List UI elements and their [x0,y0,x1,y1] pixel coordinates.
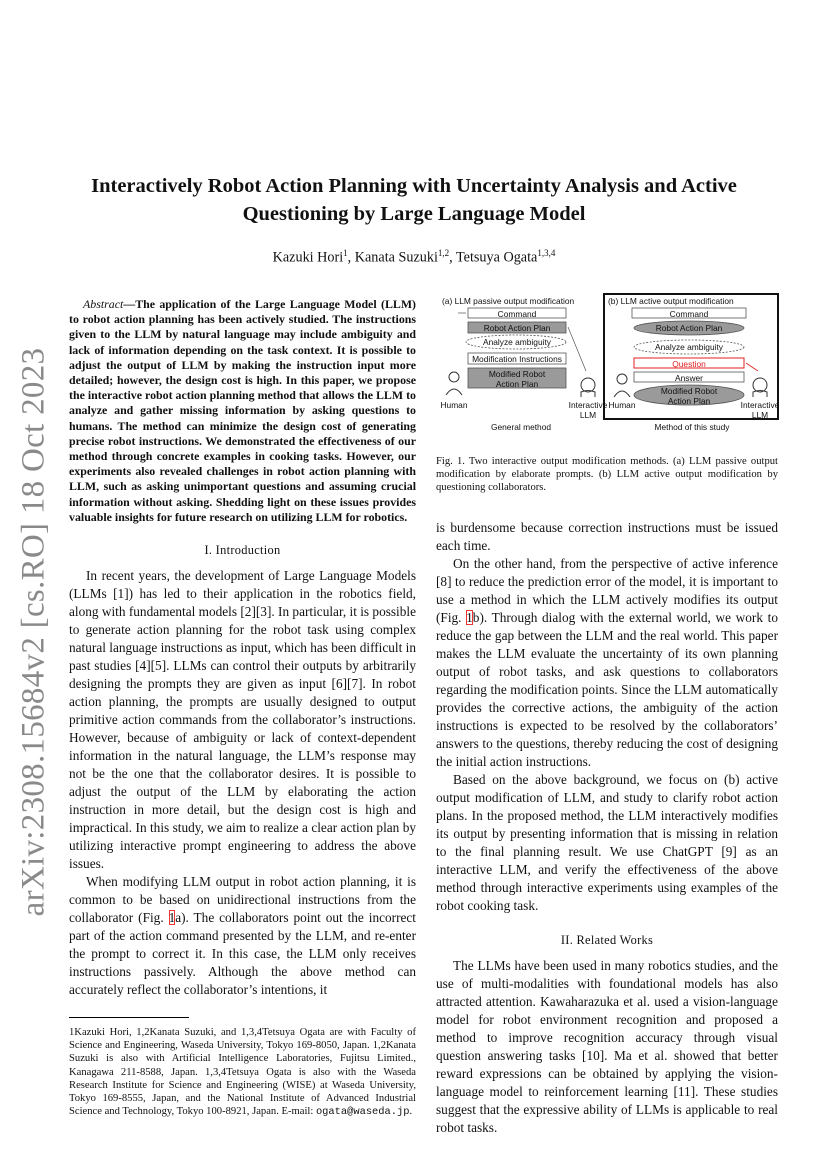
right-column [436,519,778,1137]
right-p2-text-a: On the other hand, from the perspective of active inference [8] to reduce the prediction error of the model, it is important to use a method in which the LLM actively modifies its output (Fig. [436,556,778,625]
b-arrow [746,363,758,371]
author-list [80,248,748,267]
figure-ref-link[interactable]: 1 [466,610,473,625]
paper-title: Interactively Robot Action Planning with Uncertainty Analysis and Active Questioning by Large Language Model [91,175,737,225]
a-command-label: Command [497,309,537,319]
abstract-text: The application of the Large Language Model (LLM) to robot action planning has been actively studied. The instructions given to the LLM by natural language may include ambiguity and lack of information depending on the task context. It is possible to adjust the output of LLM by making the instruction input more detailed; however, the design cost is high. In this paper, we propose the interactive robot action planning method that allows the LLM to analyze and gather missing information by asking questions to humans. The method can minimize the design cost of generating precise robot instructions. We demonstrated the effectiveness of our method through concrete examples in cooking tasks. However, our experiments also revealed challenges in robot action planning with LLM, such as asking unimportant questions and assuming crucial information without asking. Shedding light on these issues provides valuable insights for future research on utilizing LLM for robotics. [69,297,416,524]
arxiv-sidebar [14,332,54,932]
abstract [69,297,416,525]
human-icon [617,374,627,384]
human-icon [446,389,462,395]
b-command-label: Command [669,309,709,319]
llm-head-icon [581,391,595,398]
intro-p2-text-b: a). The collaborators point out the incorrect part of the action command presented by the LLM, and re-enter the prompt to correct it. In this case, the LLM only receives instructions passively. Although the above method can accurately reflect the collaborator’s intentions, it [69,910,416,998]
right-paragraph-1: is burdensome because correction instructions must be issued each time. [436,520,778,553]
author-sep: , [449,249,456,266]
abstract-dash: — [123,297,136,311]
a-arrow [568,327,586,371]
a-analyze-label: Analyze ambiguity [483,337,551,347]
email-address[interactable]: ogata@waseda.jp [315,1106,410,1119]
intro-paragraph-1: In recent years, the development of Large Language Models (LLMs [1]) has led to their application in the robotics field, along with fundamental models [2][3]. In particular, it is possible to generate action planning for the robot task using complex natural language instructions as input, which has been difficult in past studies [4][5]. LLMs can control their outputs by arbitrarily designing the prompts they are given as input [6][7]. In robot action planning, the prompts are usually designed to output primitive action commands from the collaborator’s instructions. However, because of ambiguity or lack of context-dependent information in the natural language, the LLM’s response may not be the one that the collaborator desires. It is possible to adjust the output of the LLM by elaborating the action instruction in more detail, but the design cost is high and impractical. In this study, we aim to realize a clear action plan by utilizing interactive prompt engineering to address the above issues. [69,568,416,872]
panel-b-title: (b) LLM active output modification [608,296,734,306]
right-paragraph-3: Based on the above background, we focus on (b) active output modification of LLM, and study to clarify robot action plans. In the proposed method, the LLM interactively modifies its output by presenting information that is missing in relation to the final planning result. We use ChatGPT [9] as an interactive LLM, and verify the effectiveness of the above method through interactive experiments using examples of the robot cooking task. [436,772,778,913]
footnote-rule [69,1017,189,1018]
llm-head-icon [753,378,767,392]
author-name: Kanata Suzuki [354,249,438,266]
figure-ref-link[interactable]: 1 [168,910,176,926]
author-name: Kazuki Hori [272,249,344,266]
b-modified-label: Modified Robot Action Plan [660,386,718,406]
author-name: Tetsuya Ogata [456,249,538,266]
arxiv-id: arXiv:2308.15684v2 [cs.RO] 18 Oct 2023 [15,347,52,917]
a-plan-label: Robot Action Plan [483,323,551,333]
left-column [69,297,416,1119]
footnote-text: 1Kazuki Hori, 1,2Kanata Suzuki, and 1,3,4Tetsuya Ogata are with Faculty of Science and Engineering, Waseda University, Tokyo 169-8050, Japan. 1,2Kanata Suzuki is also with Artificial Intelligence Laboratories, Fujitsu Limited., Kanagawa 211-8588, Japan. 1,3,4Tetsuya Ogata is also with the Waseda Research Institute for Science and Engineering (WISE) at Waseda University, Tokyo 169-8555, Japan, and the National Institute of Advanced Industrial Science and Technology, Tokyo 100-8921, Japan. E-mail: [69,1027,416,1118]
b-question-label: Question [672,359,706,369]
panel-a-title: (a) LLM passive output modification [442,296,575,306]
human-label: Human [440,400,468,410]
section-heading-related: II. Related Works [560,933,654,947]
human-icon [449,372,459,382]
a-modified-label: Modified Robot Action Plan [488,369,546,389]
b-caption: Method of this study [654,422,730,432]
abstract-label: Abstract [83,297,124,311]
llm-head-icon [753,391,767,398]
llm-label: Interactive LLM [568,400,608,420]
a-modif-label: Modification Instructions [472,354,562,364]
b-analyze-label: Analyze ambiguity [655,342,723,352]
b-plan-label: Robot Action Plan [655,323,723,333]
figure-1 [436,291,780,437]
intro-paragraph-2 [69,873,416,999]
a-caption: General method [490,422,552,432]
right-paragraph-2 [436,555,778,771]
author-sep: , [347,249,355,266]
right-p2-text-b: b). Through dialog with the external world, we work to reduce the gap between the LLM and the real world. This paper makes the LLM evaluate the uncertainty of its own planning output of robot tasks, and ask questions to collaborators regarding the modification points. Since the LLM automatically provides the corrective actions, the ambiguity of the action instructions is expected to be resolved by the collaborators’ answers to the questions, thereby reducing the cost of designing the initial action instructions. [436,610,778,769]
affiliation-footnote [69,1026,416,1119]
llm-head-icon [581,378,595,392]
b-answer-label: Answer [675,373,703,383]
related-paragraph-1: The LLMs have been used in many robotics studies, and the use of multi-modalities with foundational models has also attracted attention. Kawaharazuka et al. used a vision-language model for robot environment recognition and proposed a method to improve recognition accuracy through visual question answering tasks [10]. Ma et al. showed that better reward expressions can be obtained by applying the vision-language model to reinforcement learning [11]. These studies suggest that the expressive ability of LLMs is applicable to real robot tasks. [436,958,778,1135]
section-heading-intro: I. Introduction [204,543,281,558]
human-icon [614,391,630,397]
human-label: Human [608,400,636,410]
footnote-end: . [409,1106,413,1118]
intro-p2-text-a: When modifying LLM output in robot action planning, it is common to be based on unidirectional instructions from the collaborator (Fig. [69,874,416,926]
author-affil: 1,3,4 [537,248,556,258]
llm-label: Interactive LLM [740,400,780,420]
figure-1-caption: Fig. 1. Two interactive output modification methods. (a) LLM passive output modification by elaborate prompts. (b) LLM active output modification by questioning collaborators. [436,456,778,494]
author-affil: 1 [343,248,348,258]
author-affil: 1,2 [437,248,450,258]
